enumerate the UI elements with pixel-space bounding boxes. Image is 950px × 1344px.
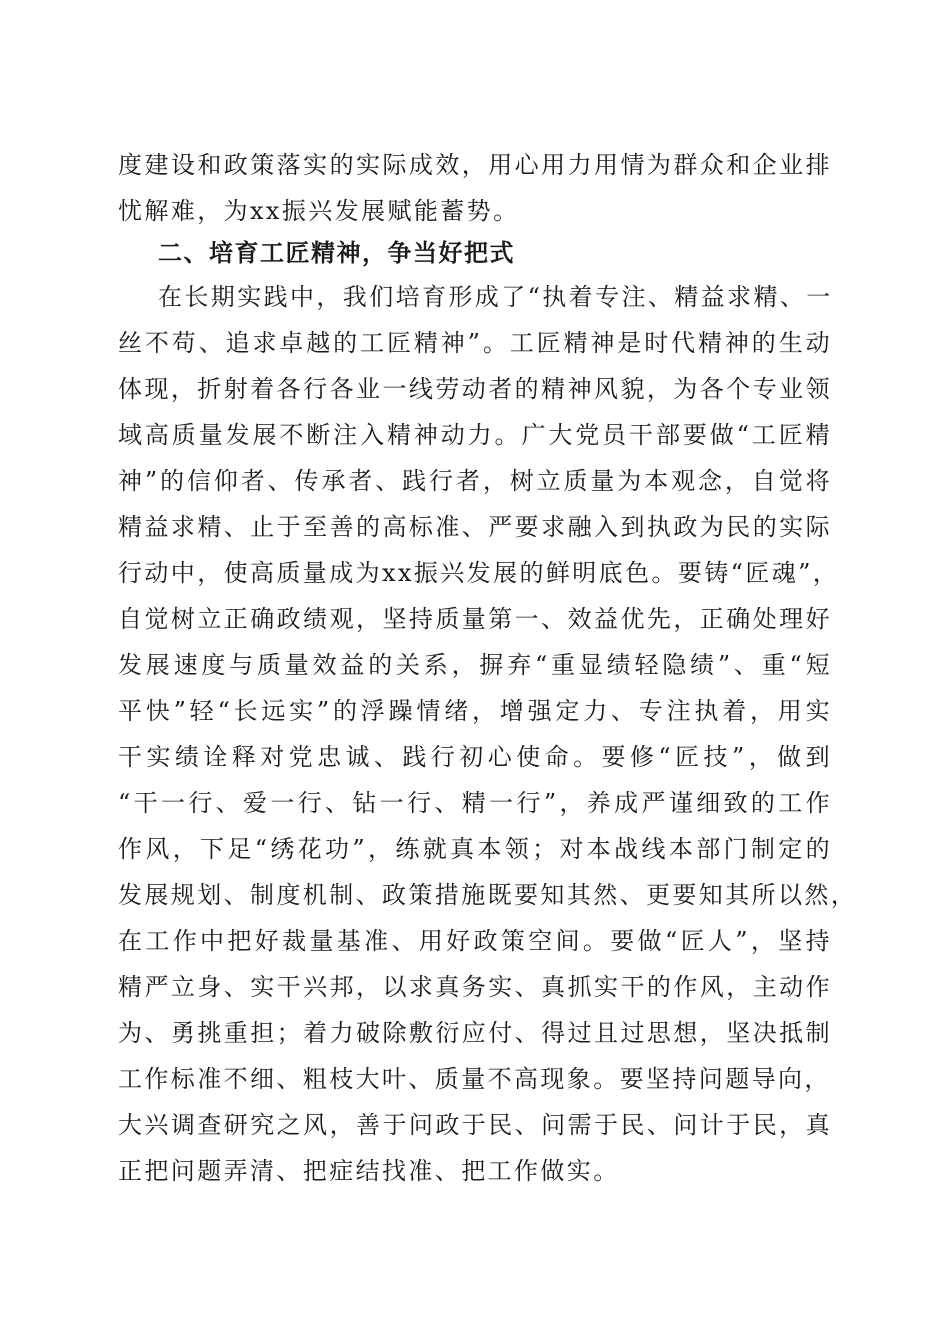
paragraph-line: 度建设和政策落实的实际成效，用心用力用情为群众和企业排 <box>118 151 832 179</box>
paragraph-line: 在长期实践中，我们培育形成了“执着专注、精益求精、一 <box>158 283 833 311</box>
section-heading: 二、培育工匠精神，争当好把式 <box>158 239 515 267</box>
paragraph-line: 行动中，使高质量成为xx振兴发展的鲜明底色。要铸“匠魂”， <box>118 559 840 587</box>
paragraph-line: 大兴调查研究之风，善于问政于民、问需于民、问计于民，真 <box>118 1111 832 1139</box>
paragraph-line: 发展规划、制度机制、政策措施既要知其然、更要知其所以然， <box>118 881 858 909</box>
paragraph-line: 精益求精、止于至善的高标准、严要求融入到执政为民的实际 <box>118 513 832 541</box>
paragraph-line: 在工作中把好裁量基准、用好政策空间。要做“匠人”，坚持 <box>118 927 832 955</box>
paragraph-line: 神”的信仰者、传承者、践行者，树立质量为本观念，自觉将 <box>118 467 832 495</box>
paragraph-line: 平快”轻“长远实”的浮躁情绪，增强定力、专注执着，用实 <box>118 697 832 725</box>
paragraph-line: 正把问题弄清、把症结找准、把工作做实。 <box>118 1157 620 1185</box>
paragraph-line: “干一行、爱一行、钻一行、精一行”，养成严谨细致的工作 <box>118 789 832 817</box>
paragraph-line: 忧解难，为xx振兴发展赋能蓄势。 <box>118 197 520 225</box>
paragraph-line: 丝不苟、追求卓越的工匠精神”。工匠精神是时代精神的生动 <box>118 329 832 357</box>
paragraph-line: 作风，下足“绣花功”，练就真本领；对本战线本部门制定的 <box>118 835 832 863</box>
paragraph-line: 精严立身、实干兴邦，以求真务实、真抓实干的作风，主动作 <box>118 973 832 1001</box>
paragraph-line: 工作标准不细、粗枝大叶、质量不高现象。要坚持问题导向， <box>118 1065 831 1093</box>
paragraph-line: 域高质量发展不断注入精神动力。广大党员干部要做“工匠精 <box>118 421 832 449</box>
paragraph-line: 自觉树立正确政绩观，坚持质量第一、效益优先，正确处理好 <box>118 605 832 633</box>
paragraph-line: 为、勇挑重担；着力破除敷衍应付、得过且过思想，坚决抵制 <box>118 1019 832 1047</box>
paragraph-line: 体现，折射着各行各业一线劳动者的精神风貌，为各个专业领 <box>118 375 832 403</box>
paragraph-line: 发展速度与质量效益的关系，摒弃“重显绩轻隐绩”、重“短 <box>118 651 832 679</box>
paragraph-line: 干实绩诠释对党忠诚、践行初心使命。要修“匠技”，做到 <box>118 743 832 771</box>
